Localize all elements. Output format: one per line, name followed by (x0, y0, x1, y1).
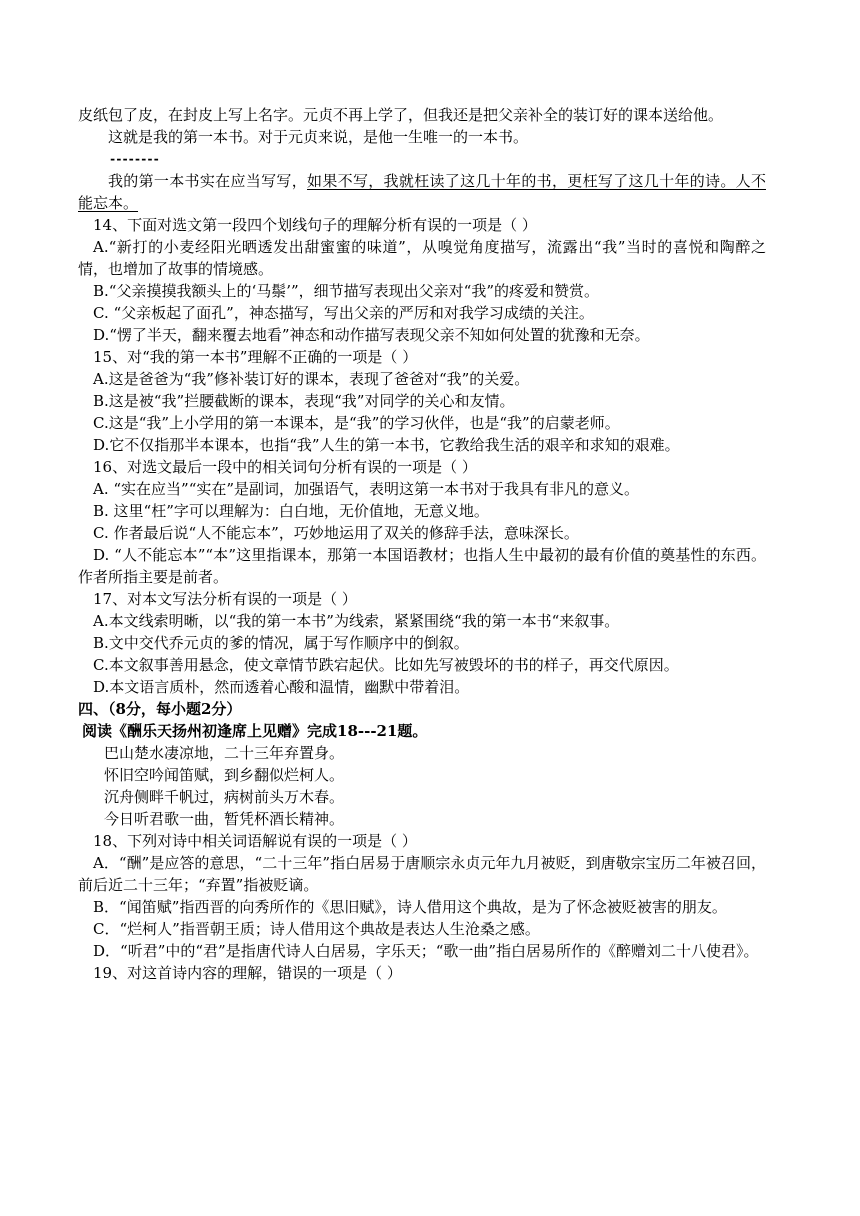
passage-text: 我的第一本书实在应当写写， (108, 172, 308, 190)
question-option: C.本文叙事善用悬念，使文章情节跌宕起伏。比如先写被毁坏的书的样子，再交代原因。 (93, 656, 679, 674)
question-option: C. “父亲板起了面孔”，神态描写，写出父亲的严厉和对我学习成绩的关注。 (93, 304, 594, 322)
question-option: A．“酬”是应答的意思，“二十三年”指白居易于唐顺宗永贞元年九月被贬，到唐敬宗宝历二年被召回，前后近二十三年；“弃置”指被贬谪。 (78, 854, 766, 894)
question-option: B.这是被“我”拦腰截断的课本，表现“我”对同学的关心和友情。 (93, 392, 515, 410)
poem-line: 怀旧空吟闻笛赋，到乡翻似烂柯人。 (104, 766, 345, 784)
question-stem: 15、对“我的第一本书”理解不正确的一项是（ ） (93, 348, 418, 366)
question-stem: 16、对选文最后一段中的相关词句分析有误的一项是（ ） (93, 458, 477, 476)
underlined-sentence: 如果不写，我就枉读了这几十年的书，更枉写了这几十年的诗。人不能忘本。 (78, 172, 766, 212)
question-stem: 17、对本文写法分析有误的一项是（ ） (93, 590, 357, 608)
question-option: B．“闻笛赋”指西晋的向秀所作的《思旧赋》，诗人借用这个典故，是为了怀念被贬被害的朋友。 (93, 898, 727, 916)
question-option: C.这是“我”上小学用的第一本课本，是“我”的学习伙伴，也是“我”的启蒙老师。 (93, 414, 620, 432)
passage-line (78, 170, 766, 214)
question-option: C．“烂柯人”指晋朝王质；诗人借用这个典故是表达人生沧桑之感。 (93, 920, 540, 938)
question-option: C. 作者最后说“人不能忘本”，巧妙地运用了双关的修辞手法，意味深长。 (93, 524, 579, 542)
passage-line: 这就是我的第一本书。对于元贞来说，是他一生唯一的一本书。 (108, 128, 529, 146)
question-option: A.这是爸爸为“我”修补装订好的课本，表现了爸爸对“我”的关爱。 (93, 370, 530, 388)
passage-line: 皮纸包了皮，在封皮上写上名字。元贞不再上学了，但我还是把父亲补全的装订好的课本送给他。 (78, 106, 724, 124)
section-heading: 四、（8分，每小题2分） (78, 700, 242, 718)
poem-line: 沉舟侧畔千帆过，病树前头万木春。 (104, 788, 345, 806)
question-option: B.文中交代乔元贞的爹的情况，属于写作顺序中的倒叙。 (93, 634, 469, 652)
section-divider: -------- (109, 152, 159, 166)
question-stem: 14、下面对选文第一段四个划线句子的理解分析有误的一项是（ ） (93, 216, 537, 234)
question-stem: 19、对这首诗内容的理解，错误的一项是（ ） (93, 964, 402, 982)
question-option: D. “人不能忘本”“本”这里指课本，那第一本国语教材；也指人生中最初的最有价值的奠基性的东西。作者所指主要是前者。 (78, 546, 766, 586)
question-option: D.它不仅指那半本课本，也指“我”人生的第一本书，它教给我生活的艰辛和求知的艰难。 (93, 436, 680, 454)
question-option: A.本文线索明晰，以“我的第一本书”为线索，紧紧围绕“我的第一本书“来叙事。 (93, 612, 620, 630)
question-option: B.“父亲摸摸我额头上的‘马鬃’”，细节描写表现出父亲对“我”的疼爱和赞赏。 (93, 282, 600, 300)
poem-line: 今日听君歌一曲，暂凭杯酒长精神。 (104, 810, 345, 828)
section-instruction: 阅读《酬乐天扬州初逢席上见赠》完成18---21题。 (82, 722, 428, 740)
question-option: D.“愣了半天，翻来覆去地看”神态和动作描写表现父亲不知如何处置的犹豫和无奈。 (93, 326, 650, 344)
question-option: A. “实在应当”“实在”是副词，加强语气，表明这第一本书对于我具有非凡的意义。 (93, 480, 640, 498)
question-option: A.“新打的小麦经阳光晒透发出甜蜜蜜的味道”，从嗅觉角度描写，流露出“我”当时的喜悦和陶醉之情，也增加了故事的情境感。 (78, 238, 766, 278)
document-page (78, 104, 766, 984)
question-option: B. 这里“枉”字可以理解为：白白地，无价值地，无意义地。 (93, 502, 489, 520)
question-option: D.本文语言质朴，然而透着心酸和温情，幽默中带着泪。 (93, 678, 470, 696)
question-option: D．“听君”中的“君”是指唐代诗人白居易，字乐天；“歌一曲”指白居易所作的《醉赠刘二十八使君》。 (93, 942, 759, 960)
poem-line: 巴山楚水凄凉地，二十三年弃置身。 (104, 744, 345, 762)
question-stem: 18、下列对诗中相关词语解说有误的一项是（ ） (93, 832, 417, 850)
